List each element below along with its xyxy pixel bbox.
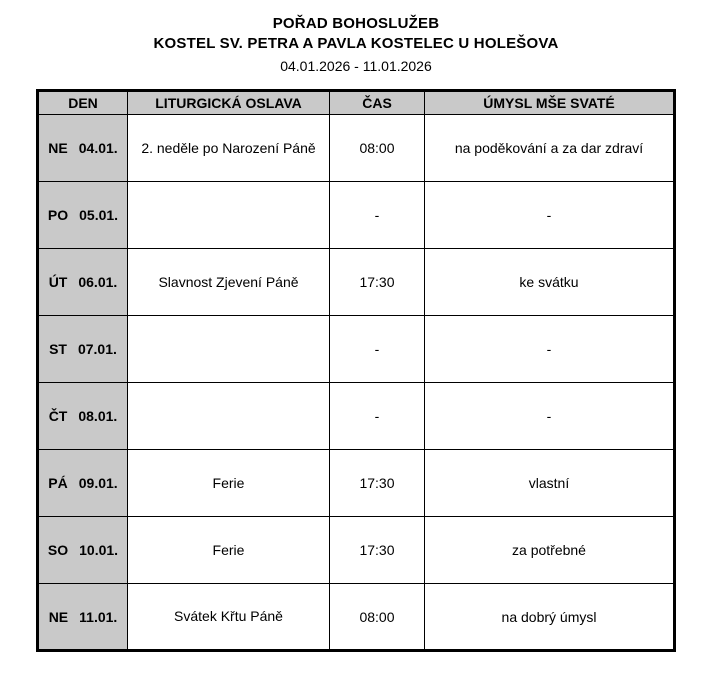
day-date: 06.01. [78,274,118,291]
intention-cell: - [425,316,675,383]
table-row [38,584,675,651]
day-abbrev: SO [47,542,69,559]
day-cell [38,517,128,584]
time-cell: 08:00 [330,584,425,651]
day-wrap [48,475,117,491]
day-cell [38,182,128,249]
title-block [0,14,712,75]
table-row [38,450,675,517]
intention-cell: na poděkování a za dar zdraví [425,115,675,182]
day-abbrev: PO [47,207,69,224]
day-date: 11.01. [79,608,118,625]
day-wrap [48,207,118,223]
day-cell [38,316,128,383]
date-range: 04.01.2026 - 11.01.2026 [280,57,432,74]
time-cell: 17:30 [330,450,425,517]
page-title: POŘAD BOHOSLUŽEB [272,15,440,32]
day-date: 09.01. [78,475,118,492]
celebration-cell: Svátek Křtu Páně [128,584,330,651]
time-cell: 08:00 [330,115,425,182]
day-cell [38,249,128,316]
intention-cell: - [425,182,675,249]
day-date: 07.01. [77,341,117,358]
intention-cell: za potřebné [425,517,675,584]
day-abbrev: PÁ [48,475,68,492]
day-date: 08.01. [78,408,118,425]
celebration-cell: Ferie [128,450,330,517]
day-abbrev: ST [49,341,67,358]
time-cell: - [330,316,425,383]
celebration-cell [128,182,330,249]
page-subtitle: KOSTEL SV. PETRA A PAVLA KOSTELEC U HOLEŠOVA [153,35,559,53]
time-cell: - [330,383,425,450]
day-wrap [49,274,118,290]
day-date: 10.01. [79,542,119,559]
table-row [38,517,675,584]
time-cell: 17:30 [330,249,425,316]
table-row [38,249,675,316]
celebration-cell [128,316,330,383]
celebration-cell: Slavnost Zjevení Páně [128,249,330,316]
day-abbrev: NE [48,140,68,157]
day-wrap [49,408,118,424]
intention-cell: vlastní [425,450,675,517]
day-abbrev: NE [48,608,69,625]
intention-cell: - [425,383,675,450]
celebration-cell [128,383,330,450]
celebration-cell: 2. neděle po Narození Páně [128,115,330,182]
schedule-table [36,89,676,652]
column-header-liturgicka-oslava: LITURGICKÁ OSLAVA [128,91,330,115]
time-cell: 17:30 [330,517,425,584]
intention-cell: ke svátku [425,249,675,316]
time-cell: - [330,182,425,249]
day-abbrev: ČT [48,408,68,425]
table-row [38,316,675,383]
day-cell [38,115,128,182]
column-header-den: DEN [38,91,128,115]
day-abbrev: ÚT [48,274,68,291]
day-cell [38,450,128,517]
day-cell [38,584,128,651]
day-wrap [49,609,118,625]
table-row [38,383,675,450]
table-header-row [38,91,675,115]
table-row [38,182,675,249]
column-header-umysl: ÚMYSL MŠE SVATÉ [425,91,675,115]
intention-cell: na dobrý úmysl [425,584,675,651]
day-wrap [49,341,117,357]
day-date: 05.01. [79,207,119,224]
day-cell [38,383,128,450]
day-wrap [48,140,117,156]
day-date: 04.01. [78,140,118,157]
day-wrap [48,542,118,558]
table-row [38,115,675,182]
column-header-cas: ČAS [330,91,425,115]
celebration-cell: Ferie [128,517,330,584]
